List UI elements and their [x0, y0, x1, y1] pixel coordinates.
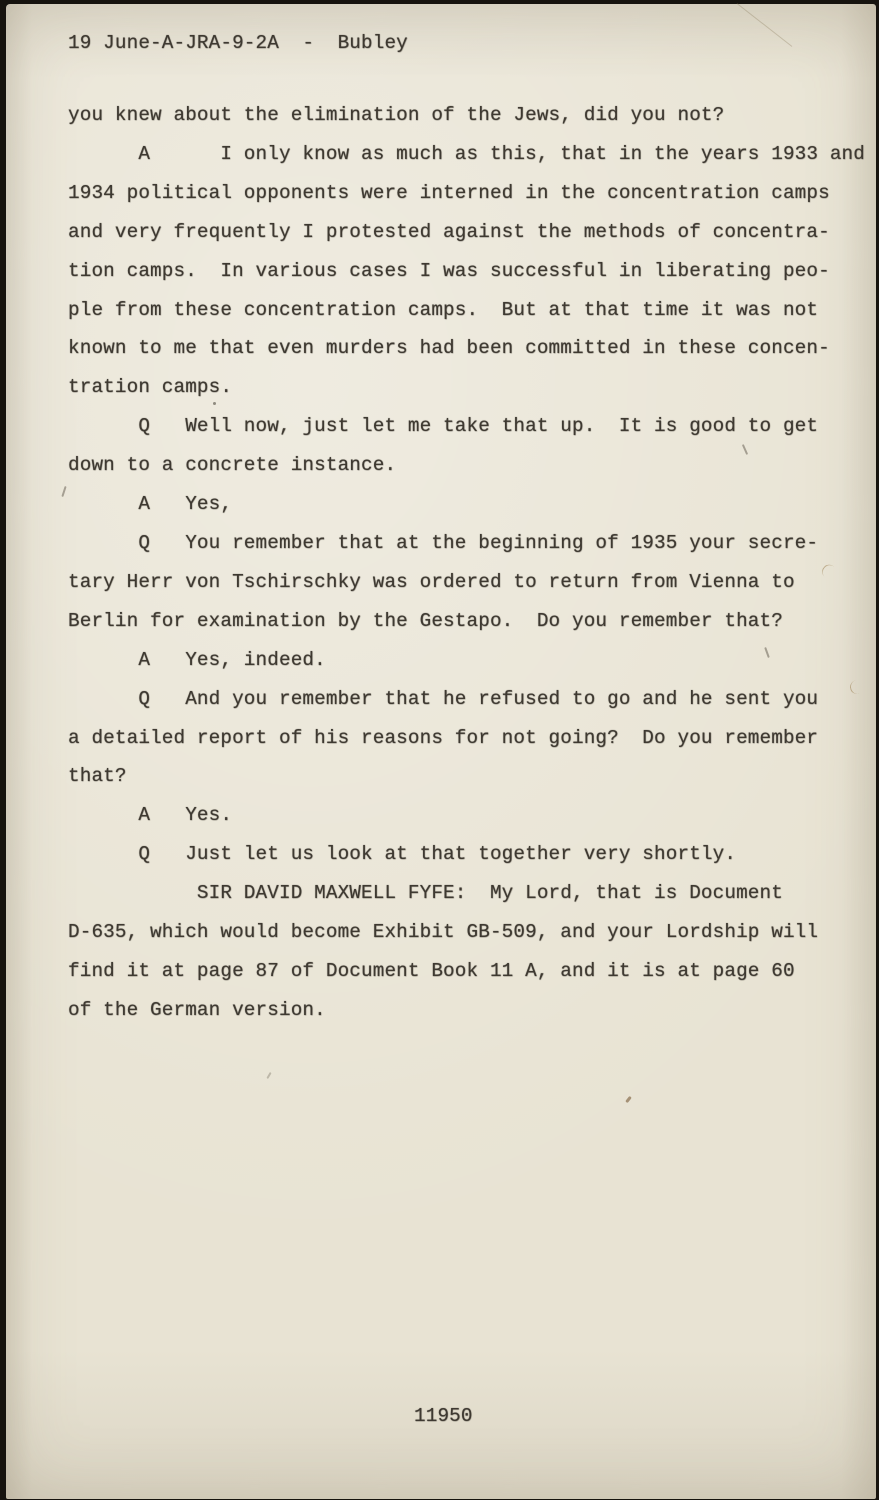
text-body	[68, 96, 865, 1030]
text-line: 1934 political opponents were interned in the concentration camps	[68, 181, 830, 204]
text-line: that?	[68, 765, 127, 788]
text-line: Q Just let us look at that together very shortly.	[68, 843, 737, 866]
text-line: of the German version.	[68, 998, 326, 1021]
text-line: Q And you remember that he refused to go and he sent you	[68, 687, 819, 710]
text-line: tary Herr von Tschirschky was ordered to return from Vienna to	[68, 570, 795, 593]
text-line: a detailed report of his reasons for not going? Do you remember	[68, 726, 819, 749]
text-line: Berlin for examination by the Gestapo. Do you remember that?	[68, 609, 783, 632]
page-header: 19 June-A-JRA-9-2A - Bubley	[68, 32, 408, 54]
text-line: Q Well now, just let me take that up. It is good to get	[68, 415, 819, 438]
text-line: you knew about the elimination of the Jews, did you not?	[68, 104, 725, 126]
text-line: A Yes.	[68, 804, 233, 827]
text-line: A Yes, indeed.	[68, 648, 326, 671]
text-line: down to a concrete instance.	[68, 454, 397, 477]
text-line: A I only know as much as this, that in the years 1933 and	[68, 142, 866, 165]
text-line: A Yes,	[68, 493, 233, 516]
text-line: Q You remember that at the beginning of 1935 your secre-	[68, 531, 819, 554]
text-line: tration camps.	[68, 376, 233, 399]
text-line: and very frequently I protested against the methods of concentra-	[68, 220, 830, 243]
paper-crease	[737, 3, 793, 47]
page-number: 11950	[414, 1405, 473, 1427]
text-line: tion camps. In various cases I was successful in liberating peo-	[68, 259, 830, 282]
text-line: SIR DAVID MAXWELL FYFE: My Lord, that is Document	[68, 882, 783, 905]
text-line: ple from these concentration camps. But at that time it was not	[68, 298, 819, 321]
text-line: D-635, which would become Exhibit GB-509, and your Lordship will	[68, 921, 819, 944]
text-line: find it at page 87 of Document Book 11 A, and it is at page 60	[68, 959, 795, 982]
text-line: known to me that even murders had been committed in these concen-	[68, 337, 830, 360]
